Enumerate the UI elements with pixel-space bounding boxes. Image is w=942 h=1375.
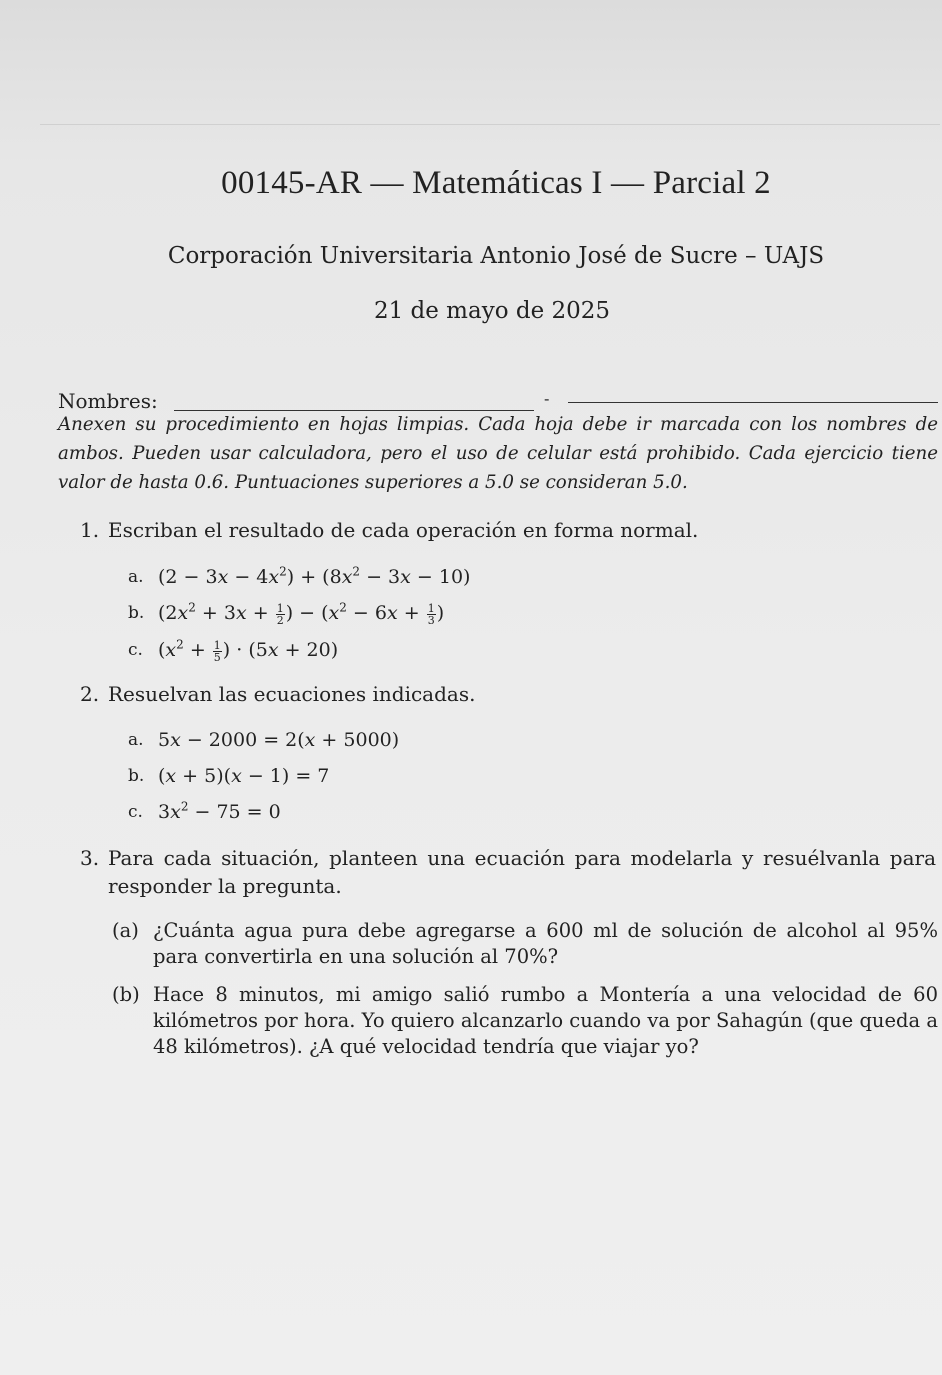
question-number: 3.: [80, 846, 100, 870]
question-number: 1.: [80, 518, 100, 542]
math-expression: ($x^2$ + $\frac{1}{5}$ ) · (5x + 20): [158, 637, 339, 664]
math-expression: 5x − 2000 = 2(x + 5000): [158, 729, 400, 751]
institution-name: Corporación Universitaria Antonio José de Sucre – UAJS: [167, 243, 825, 269]
item-text: Hace 8 minutos, mi amigo salió rumbo a Montería a una velocidad de 60 kilómetros por hora. Yo quiero alcanzarlo cuando va por Sahagún (que queda a 48 kilómetros). ¿A qué velocidad tendría que viajar yo?: [153, 983, 938, 1058]
names-separator: -: [544, 389, 550, 408]
item-letter: c.: [128, 802, 143, 822]
paper-fold: [40, 124, 940, 125]
question-text: Para cada situación, planteen una ecuación para modelarla y resuélvanla para responder la pregunta.: [108, 846, 936, 898]
names-label: Nombres:: [58, 389, 158, 413]
math-expression: ($2x^2 + 3x$ + $\frac{1}{2}$ ) − ($x^2 - 6x$ + $\frac{1}{3}$ ): [158, 600, 445, 627]
name-blank-2: [568, 402, 938, 403]
math-expression: $3x^2 - 75 = 0$: [158, 799, 281, 823]
item-text: ¿Cuánta agua pura debe agregarse a 600 ml de solución de alcohol al 95% para convertirla en una solución al 70%?: [153, 919, 938, 968]
math-expression: $(2 - 3x - 4x^2) + (8x^2 - 3x - 10)$: [158, 564, 471, 588]
exam-date: 21 de mayo de 2025: [373, 298, 611, 324]
math-expression: (x + 5)(x − 1) = 7: [158, 765, 330, 787]
exam-title: 00145-AR — Matemáticas I — Parcial 2: [221, 165, 771, 201]
item-letter: a.: [128, 730, 144, 750]
item-letter: c.: [128, 640, 143, 660]
question-text: Escriban el resultado de cada operación en forma normal.: [108, 518, 699, 542]
item-letter: b.: [128, 766, 145, 786]
question-text: Resuelvan las ecuaciones indicadas.: [108, 682, 476, 706]
instructions: Anexen su procedimiento en hojas limpias. Cada hoja debe ir marcada con los nombres de ambos. Pueden usar calculadora, pero el uso de celular está prohibido. Cada ejercicio tiene valor de hasta 0.6. Puntuaciones superiores a 5.0 se consideran 5.0.: [58, 414, 938, 493]
item-letter: (b): [112, 983, 140, 1006]
question-number: 2.: [80, 682, 100, 706]
item-letter: a.: [128, 567, 144, 587]
item-letter: b.: [128, 603, 145, 623]
item-letter: (a): [112, 919, 139, 942]
